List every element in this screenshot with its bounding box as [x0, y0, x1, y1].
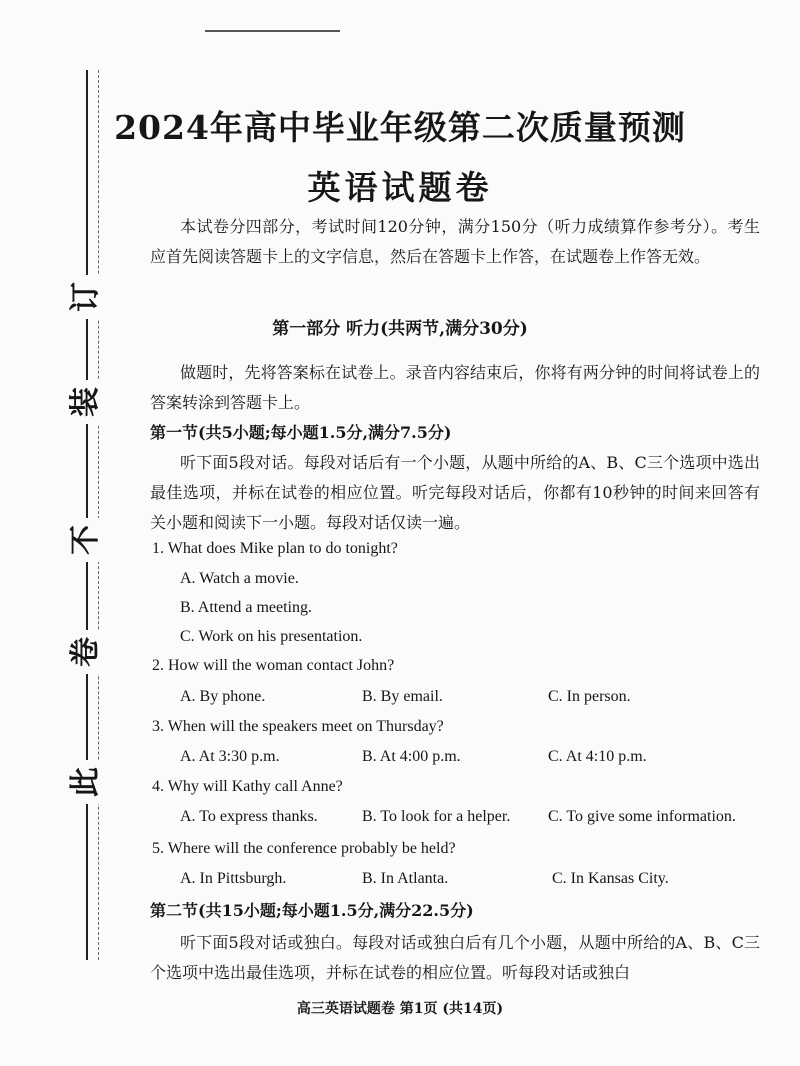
binding-char-juan: 卷: [64, 630, 108, 674]
section2-heading: 第二节(共15小题;每小题1.5分,满分22.5分): [150, 901, 474, 920]
question-4: 4. Why will Kathy call Anne?: [152, 778, 343, 795]
exam-intro: 本试卷分四部分，考试时间120分钟，满分150分（听力成绩算作参考分）。考生应首先阅读答题卡上的文字信息，然后在答题卡上作答，在试题卷上作答无效。: [150, 217, 760, 266]
question-5: 5. Where will the conference probably be held?: [152, 840, 456, 857]
question-2-option-c: C. In person.: [548, 688, 631, 705]
question-4-option-b: B. To look for a helper.: [362, 808, 511, 825]
question-1-option-b: B. Attend a meeting.: [180, 599, 312, 616]
question-2-option-a: A. By phone.: [180, 688, 266, 705]
binding-char-bu: 不: [64, 518, 108, 562]
question-1-option-a: A. Watch a movie.: [180, 570, 299, 587]
section1-instructions: 听下面5段对话。每段对话后有一个小题，从题中所给的A、B、C三个选项中选出最佳选项，并标在试卷的相应位置。听完每段对话后，你都有10秒钟的时间来回答有关小题和阅读下一小题。每段对话仅读一遍。: [150, 453, 760, 532]
binding-char-zhuang: 装: [64, 380, 108, 424]
question-1: 1. What does Mike plan to do tonight?: [152, 540, 398, 557]
question-3: 3. When will the speakers meet on Thursday?: [152, 718, 444, 735]
question-4-option-a: A. To express thanks.: [180, 808, 318, 825]
exam-subtitle: 英语试题卷: [307, 168, 493, 207]
question-4-option-c: C. To give some information.: [548, 808, 736, 825]
part1-title: 第一部分 听力(共两节,满分30分): [272, 319, 528, 339]
question-2: 2. How will the woman contact John?: [152, 657, 395, 674]
section2-instructions: 听下面5段对话或独白。每段对话或独白后有几个小题，从题中所给的A、B、C三个选项中选出最佳选项，并标在试卷的相应位置。听每段对话或独白: [150, 933, 760, 982]
question-2-option-b: B. By email.: [362, 688, 443, 705]
question-3-option-b: B. At 4:00 p.m.: [362, 748, 461, 765]
exam-title: 2024年高中毕业年级第二次质量预测: [114, 108, 686, 147]
page-footer: 高三英语试题卷 第1页 (共14页): [296, 1001, 504, 1017]
binding-char-ding: 订: [64, 275, 108, 319]
question-3-option-c: C. At 4:10 p.m.: [548, 748, 647, 765]
question-5-option-c: C. In Kansas City.: [552, 870, 669, 887]
binding-char-ci: 此: [64, 760, 108, 804]
question-3-option-a: A. At 3:30 p.m.: [180, 748, 280, 765]
question-5-option-a: A. In Pittsburgh.: [180, 870, 287, 887]
top-rule: [205, 30, 340, 32]
section1-heading: 第一节(共5小题;每小题1.5分,满分7.5分): [150, 423, 452, 442]
question-5-option-b: B. In Atlanta.: [362, 870, 449, 887]
part1-instructions: 做题时，先将答案标在试卷上。录音内容结束后，你将有两分钟的时间将试卷上的答案转涂到答题卡上。: [150, 363, 760, 412]
question-1-option-c: C. Work on his presentation.: [180, 628, 363, 645]
